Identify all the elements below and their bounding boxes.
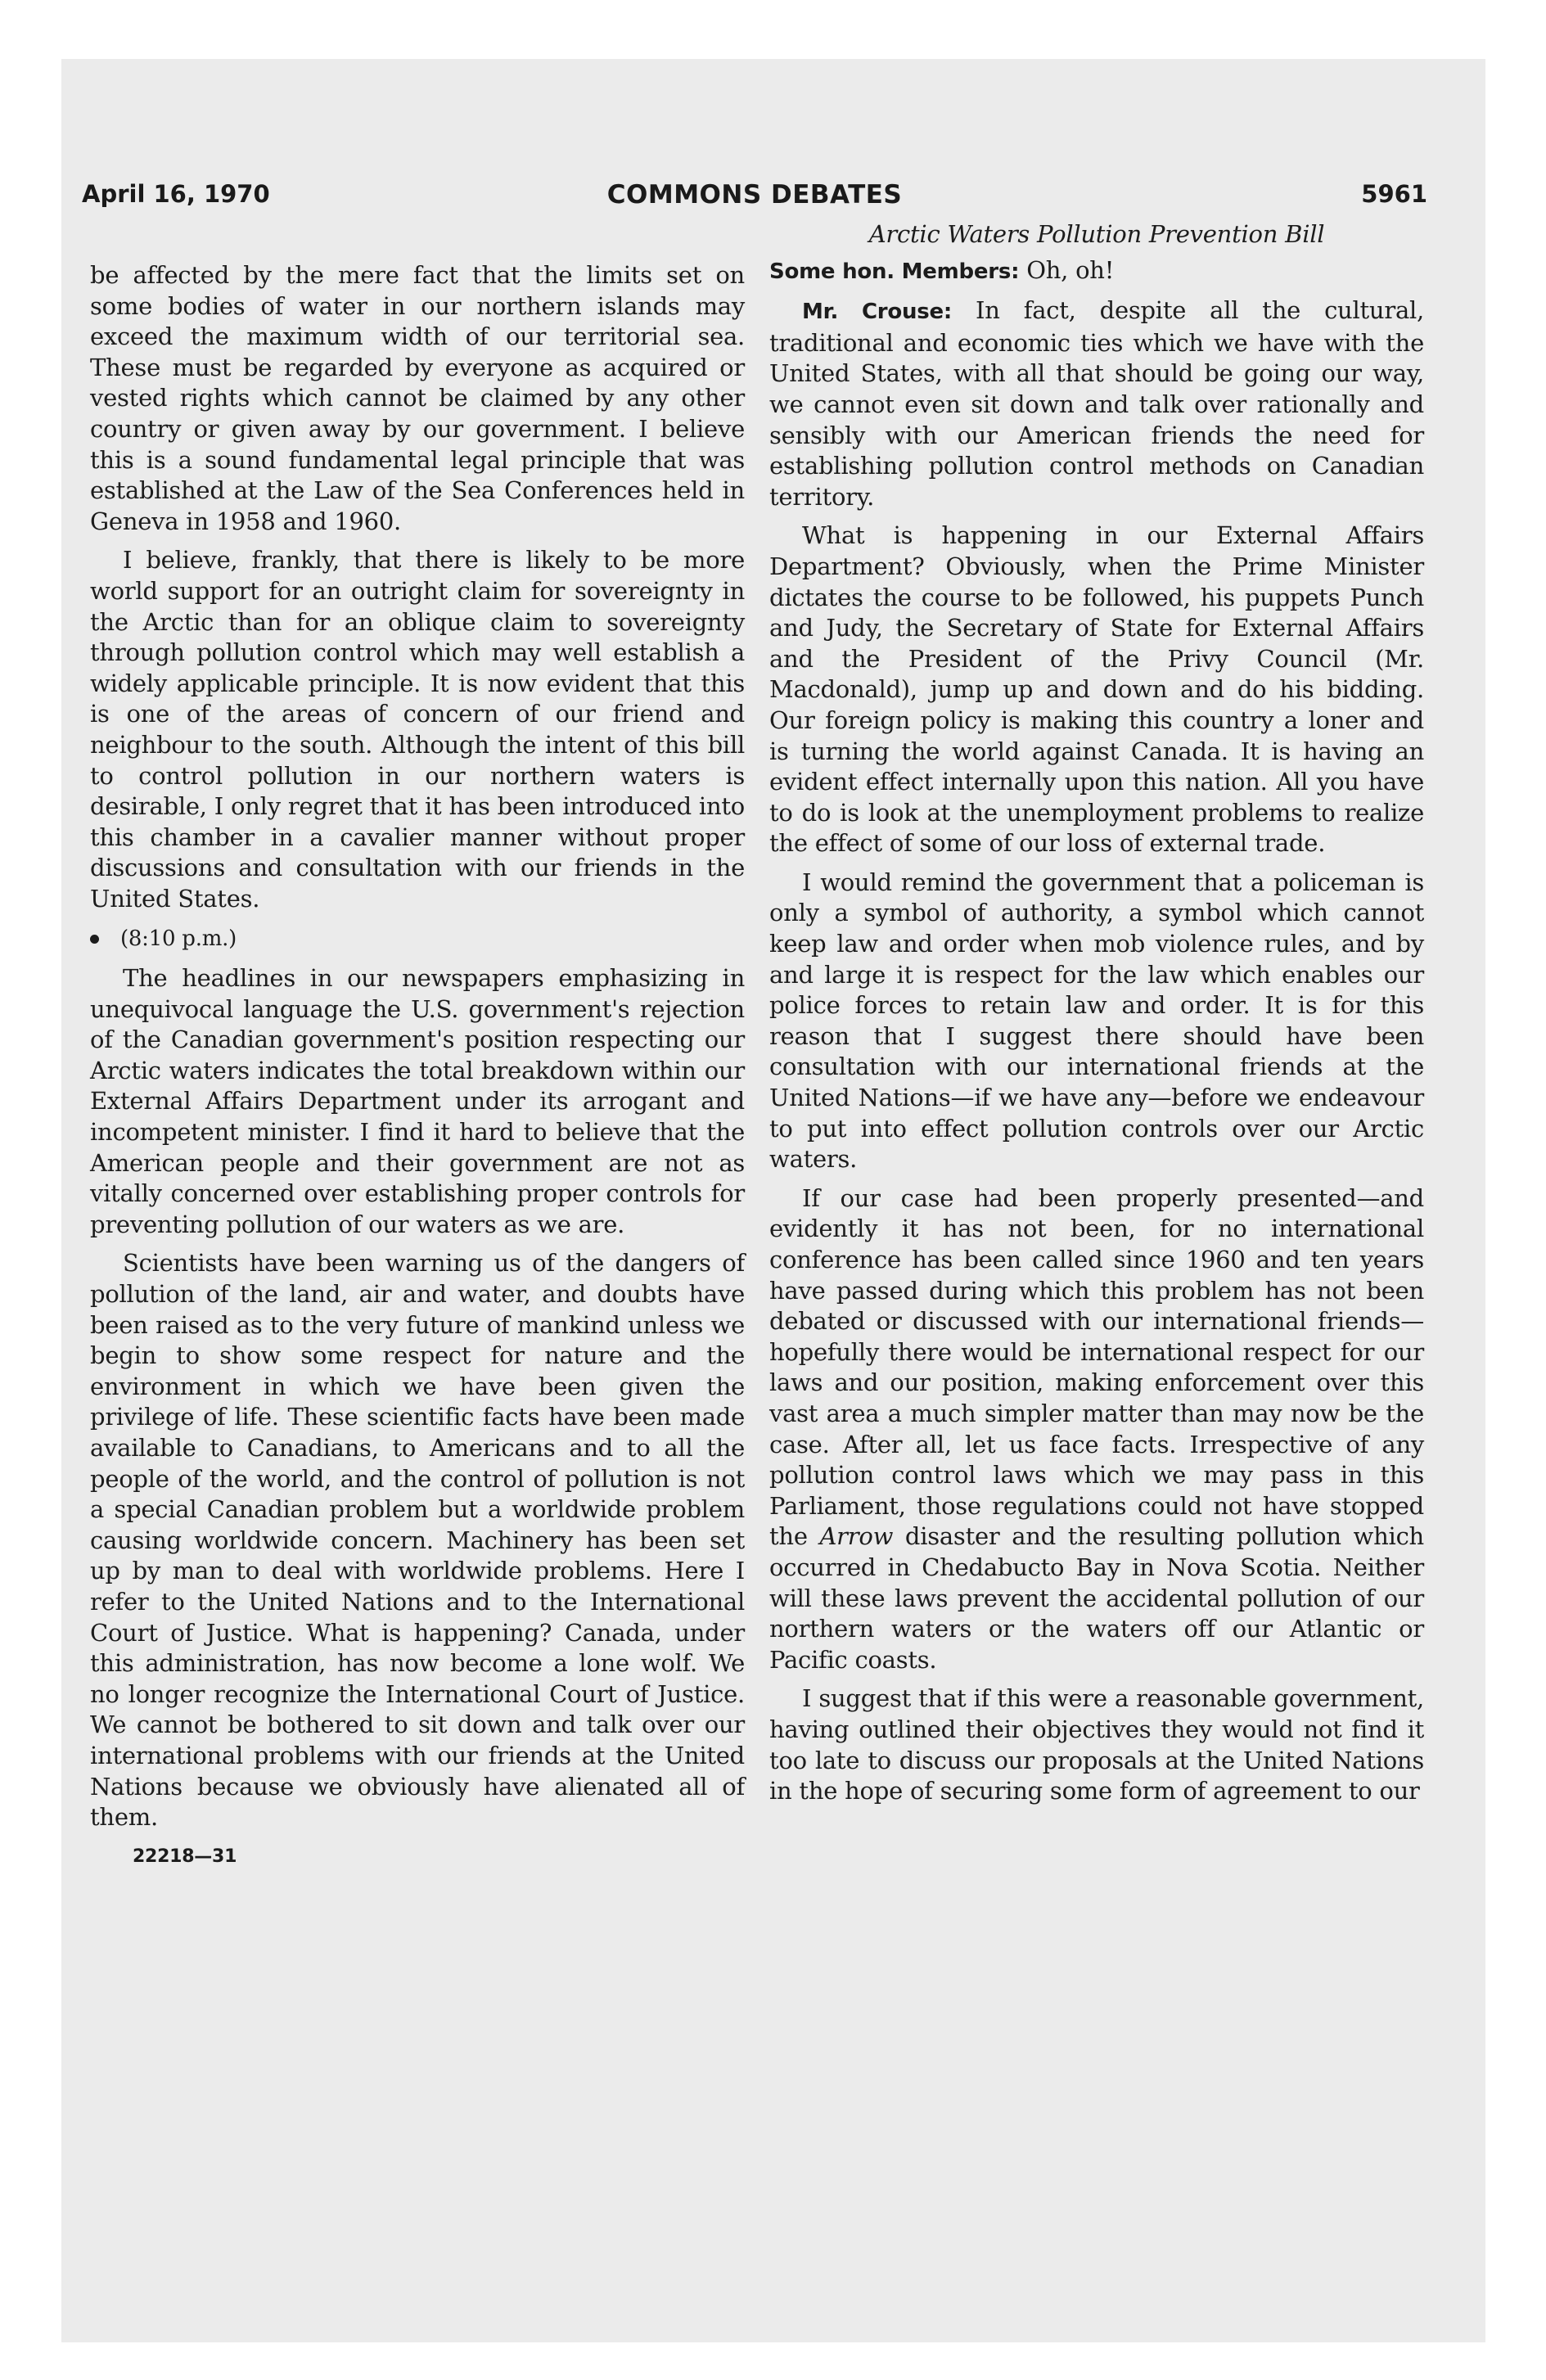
interjection (769, 255, 1424, 288)
left-column (90, 260, 745, 1872)
page-number: 5961 (1361, 180, 1427, 208)
time-stamp (90, 922, 745, 955)
paragraph: I suggest that if this were a reasonable government, having outlined their objectives they would not find it too late to discuss our proposals at the United Nations in the hope of securing some form of agreement to our (769, 1684, 1424, 1805)
publication-title: COMMONS DEBATES (606, 180, 903, 210)
page-header (82, 180, 1427, 221)
paragraph: Scientists have been warning us of the dangers of pollution of the land, air and water, and doubts have been raised as to the very future of mankind unless we begin to show some respect for nature and the environment in which we have been given the privilege of life. These scientific facts have been made available to Canadians, to Americans and to all the people of the world, and the control of pollution is not a special Canadian problem but a worldwide problem causing worldwide concern. Machinery has been set up by man to deal with worldwide problems. Here I refer to the United Nations and to the International Court of Justice. What is happening? Canada, under this administration, has now become a lone wolf. We no longer recognize the International Court of Justice. We cannot be bothered to sit down and talk over our international problems with our friends at the United Nations because we obviously have alienated all of them. (90, 1249, 745, 1832)
interjection-speaker: Some hon. Members: (769, 259, 1020, 284)
paragraph: I would remind the government that a policeman is only a symbol of authority, a symbol which cannot keep law and order when mob violence rules, and by and large it is respect for the law which enables our police forces to retain law and order. It is for this reason that I suggest there should have been consultation with our international friends at the United Nations—if we have any—before we endeavour to put into effect pollution controls over our Arctic waters. (769, 868, 1424, 1174)
right-column (769, 219, 1424, 1815)
running-head: Arctic Waters Pollution Prevention Bill (868, 220, 1325, 248)
bullet-icon (90, 935, 99, 944)
header-date: April 16, 1970 (82, 180, 270, 208)
paragraph: The headlines in our newspapers emphasizing in unequivocal language the U.S. government's rejection of the Canadian government's position respecting our Arctic waters indicates the total breakdown within our External Affairs Department under its arrogant and incompetent minister. I find it hard to believe that the American people and their government are not as vitally concerned over establishing proper controls for preventing pollution of our waters as we are. (90, 964, 745, 1238)
speaker-name: Mr. Crouse: (802, 300, 953, 325)
vessel-name: Arrow (819, 1522, 894, 1551)
paragraph: What is happening in our External Affairs Department? Obviously, when the Prime Minister dictates the course to be followed, his puppets Punch and Judy, the Secretary of State for External Affairs and the President of the Privy Council (Mr. Macdonald), jump up and down and do his bidding. Our foreign policy is making this country a loner and is turning the world against Canada. It is having an evident effect internally upon this nation. All you have to do is look at the unemployment problems to realize the effect of some of our loss of external trade. (769, 521, 1424, 858)
speech-opening (769, 295, 1424, 512)
interjection-text: Oh, oh! (1026, 255, 1115, 284)
paragraph-text: If our case had been properly presented—and evidently it has not been, for no international conference has been called since 1960 and ten years have passed during which this problem has not been debated or discussed with our international friends—hopefully there would be international respect for our laws and our position, making enforcement over this vast area a much simpler matter than may now be the case. After all, let us face facts. Irrespective of any pollution control laws which we may pass in this Parliament, those regulations could not have stopped the (769, 1183, 1424, 1551)
time-stamp-text: (8:10 p.m.) (120, 926, 237, 952)
paragraph: be affected by the mere fact that the limits set on some bodies of water in our northern islands may exceed the maximum width of our territorial sea. These must be regarded by everyone as acquired or vested rights which cannot be claimed by any other country or given away by our government. I believe this is a sound fundamental legal principle that was established at the Law of the Sea Conferences held in Geneva in 1958 and 1960. (90, 261, 745, 535)
paragraph-text: disaster and the resulting pollution which occurred in Chedabucto Bay in Nova Scotia. Neither will these laws prevent the accidental pollution of our northern waters or the waters off our Atlantic or Pacific coasts. (769, 1522, 1424, 1674)
folio-number: 22218—31 (133, 1846, 237, 1867)
paragraph (769, 1183, 1424, 1676)
paragraph: I believe, frankly, that there is likely to be more world support for an outright claim for sovereignty in the Arctic than for an oblique claim to sovereignty through pollution control which may well establish a widely applicable principle. It is now evident that this is one of the areas of concern of our friend and neighbour to the south. Although the intent of this bill to control pollution in our northern waters is desirable, I only regret that it has been introduced into this chamber in a cavalier manner without proper discussions and consultation with our friends in the United States. (90, 546, 745, 913)
paragraph-text: In fact, despite all the cultural, traditional and economic ties which we have with the United States, with all that should be going our way, we cannot even sit down and talk over rationally and sensibly with our American friends the need for establishing pollution control methods on Canadian territory. (769, 296, 1424, 511)
